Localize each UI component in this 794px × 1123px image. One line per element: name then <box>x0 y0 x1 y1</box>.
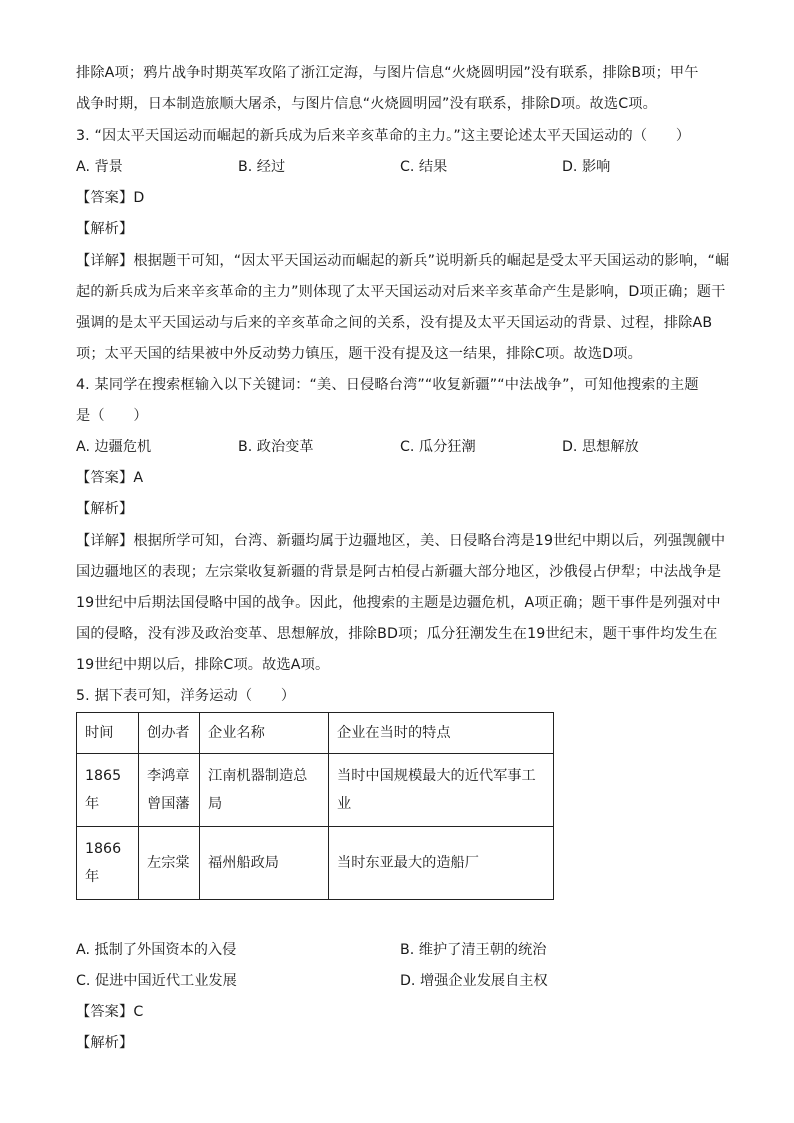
q5-option-d: D. 增强企业发展自主权 <box>400 973 548 989</box>
year-unit: 年 <box>85 869 100 885</box>
q3-detail-line-1: 【详解】根据题干可知，“因太平天国运动而崛起的新兵”说明新兵的崛起是受太平天国运动的影响，“崛 <box>76 253 730 269</box>
table-cell-enterprise: 江南机器制造总局 <box>200 754 329 827</box>
q3-detail-line-3: 强调的是太平天国运动与后来的辛亥革命之间的关系，没有提及太平天国运动的背景、过程，排除AB <box>76 315 713 331</box>
q4-answer: 【答案】A <box>76 470 144 486</box>
table-header-cell: 企业名称 <box>200 713 329 754</box>
table-cell-year <box>77 754 139 827</box>
q4-stem-line-2: 是（ ） <box>76 408 148 424</box>
q2-explanation-line-1: 排除A项；鸦片战争时期英军攻陷了浙江定海，与图片信息“火烧圆明园”没有联系，排除B项；甲午 <box>76 65 699 81</box>
year-number: 1866 <box>85 841 122 857</box>
q4-detail-line-5: 19世纪中期以后，排除C项。故选A项。 <box>76 657 330 673</box>
founder-name: 曾国藩 <box>147 796 190 812</box>
table-cell-year <box>77 827 139 900</box>
q5-answer: 【答案】C <box>76 1004 144 1020</box>
q4-detail-line-3: 19世纪中后期法国侵略中国的战争。因此，他搜索的主题是边疆危机，A项正确；题干事件是列强对中 <box>76 595 721 611</box>
table-header-row <box>77 713 554 754</box>
q3-option-c: C. 结果 <box>400 159 448 175</box>
q5-option-c: C. 促进中国近代工业发展 <box>76 973 237 989</box>
table-cell-founder: 左宗棠 <box>139 827 200 900</box>
q5-option-b: B. 维护了清王朝的统治 <box>400 942 547 958</box>
table-cell-founder <box>139 754 200 827</box>
q3-stem: 3. “因太平天国运动而崛起的新兵成为后来辛亥革命的主力。”这主要论述太平天国运动的（ ） <box>76 128 691 144</box>
q3-answer: 【答案】D <box>76 190 145 206</box>
q3-option-b: B. 经过 <box>238 159 286 175</box>
q5-analysis-label: 【解析】 <box>76 1035 134 1051</box>
q4-detail-line-1: 【详解】根据所学可知，台湾、新疆均属于边疆地区，美、日侵略台湾是19世纪中期以后，列强觊觎中 <box>76 533 726 549</box>
q4-option-a: A. 边疆危机 <box>76 439 152 455</box>
q4-stem-line-1: 4. 某同学在搜索框输入以下关键词：“美、日侵略台湾”“收复新疆”“中法战争”，可知他搜索的主题 <box>76 377 699 393</box>
q4-detail-line-4: 国的侵略，没有涉及政治变革、思想解放，排除BD项；瓜分狂潮发生在19世纪末，题干事件均发生在 <box>76 626 718 642</box>
table-header-cell: 时间 <box>77 713 139 754</box>
q4-detail-line-2: 国边疆地区的表现；左宗棠收复新疆的背景是阿古柏侵占新疆大部分地区，沙俄侵占伊犁；中法战争是 <box>76 564 722 580</box>
q4-option-b: B. 政治变革 <box>238 439 314 455</box>
year-number: 1865 <box>85 768 122 784</box>
q3-detail-line-2: 起的新兵成为后来辛亥革命的主力”则体现了太平天国运动对后来辛亥革命产生是影响，D项正确；题干 <box>76 284 726 300</box>
table-row <box>77 827 554 900</box>
year-unit: 年 <box>85 796 100 812</box>
q3-option-a: A. 背景 <box>76 159 123 175</box>
enterprise-table <box>76 712 554 900</box>
q5-stem: 5. 据下表可知，洋务运动（ ） <box>76 688 296 704</box>
q5-option-a: A. 抵制了外国资本的入侵 <box>76 942 237 958</box>
table-cell-feature: 当时中国规模最大的近代军事工业 <box>329 754 554 827</box>
q4-analysis-label: 【解析】 <box>76 501 134 517</box>
q4-option-d: D. 思想解放 <box>562 439 639 455</box>
table-cell-enterprise: 福州船政局 <box>200 827 329 900</box>
q3-option-d: D. 影响 <box>562 159 611 175</box>
q3-analysis-label: 【解析】 <box>76 221 134 237</box>
q4-option-c: C. 瓜分狂潮 <box>400 439 476 455</box>
q3-detail-line-4: 项；太平天国的结果被中外反动势力镇压，题干没有提及这一结果，排除C项。故选D项。 <box>76 346 642 362</box>
table-row <box>77 754 554 827</box>
table-cell-feature: 当时东亚最大的造船厂 <box>329 827 554 900</box>
table-header-cell: 创办者 <box>139 713 200 754</box>
founder-name: 李鸿章 <box>147 768 190 784</box>
q2-explanation-line-2: 战争时期，日本制造旅顺大屠杀，与图片信息“火烧圆明园”没有联系，排除D项。故选C项。 <box>76 96 657 112</box>
table-header-cell: 企业在当时的特点 <box>329 713 554 754</box>
